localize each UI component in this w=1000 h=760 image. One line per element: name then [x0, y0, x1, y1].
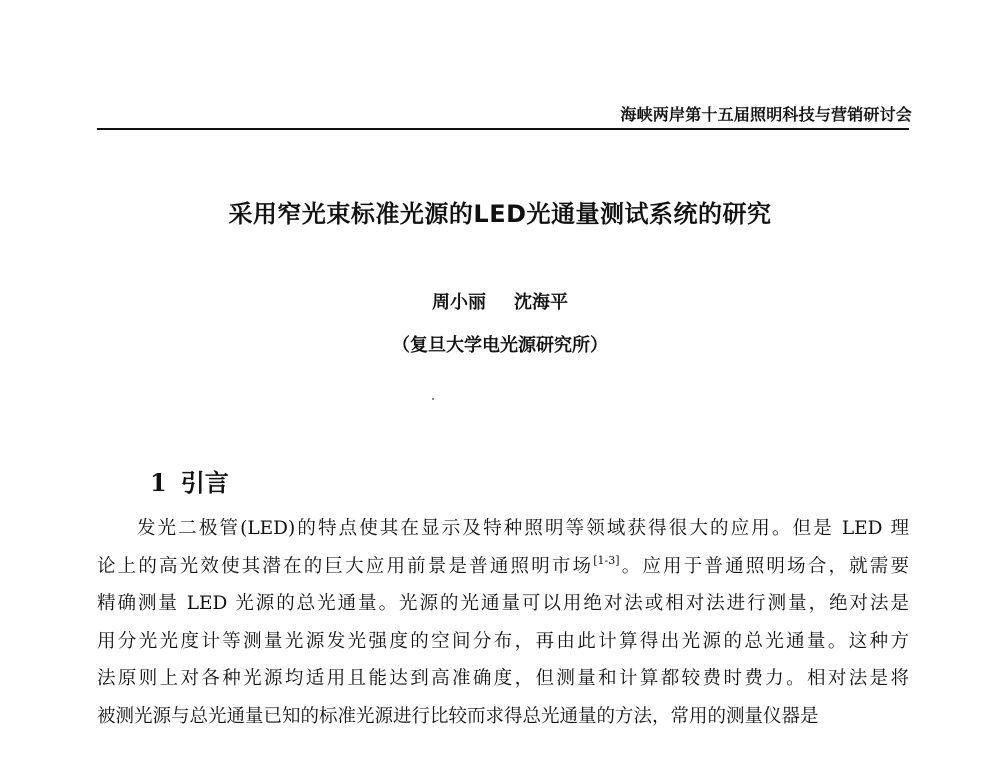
body-paragraph — [97, 510, 909, 735]
paragraph-line: 用分光光度计等测量光源发光强度的空间分布，再由此计算得出光源的总光通量。这种方 — [97, 630, 909, 652]
header-rule — [97, 128, 909, 130]
paragraph-line: 被测光源与总光通量已知的标准光源进行比较而求得总光通量的方法，常用的测量仪器是 — [97, 705, 819, 727]
paragraph-line: 法原则上对各种光源均适用且能达到高准确度，但测量和计算都较费时费力。相对法是将 — [97, 668, 909, 689]
paragraph-line: 论上的高光效使其潜在的巨大应用前景是普通照明市场[1-3]。应用于普通照明场合，就需要 — [97, 553, 909, 577]
section-heading — [150, 463, 229, 498]
paper-title: 采用窄光束标准光源的LED光通量测试系统的研究 — [228, 200, 772, 228]
citation: [1-3] — [593, 553, 620, 567]
scan-dot — [432, 398, 434, 400]
author-list — [0, 288, 1000, 314]
author-name: 周小丽 — [432, 292, 486, 313]
paragraph-line: 精确测量 LED 光源的总光通量。光源的光通量可以用绝对法或相对法进行测量，绝对法是 — [97, 593, 909, 614]
author-name: 沈海平 — [514, 292, 568, 313]
section-title: 引言 — [180, 468, 229, 497]
section-number: 1 — [150, 468, 167, 497]
running-head: 海峡两岸第十五届照明科技与营销研讨会 — [620, 105, 912, 124]
affiliation: （复旦大学电光源研究所） — [392, 335, 608, 356]
paragraph-line: 发光二极管(LED)的特点使其在显示及特种照明等领域获得很大的应用。但是 LED 理 — [137, 518, 909, 539]
